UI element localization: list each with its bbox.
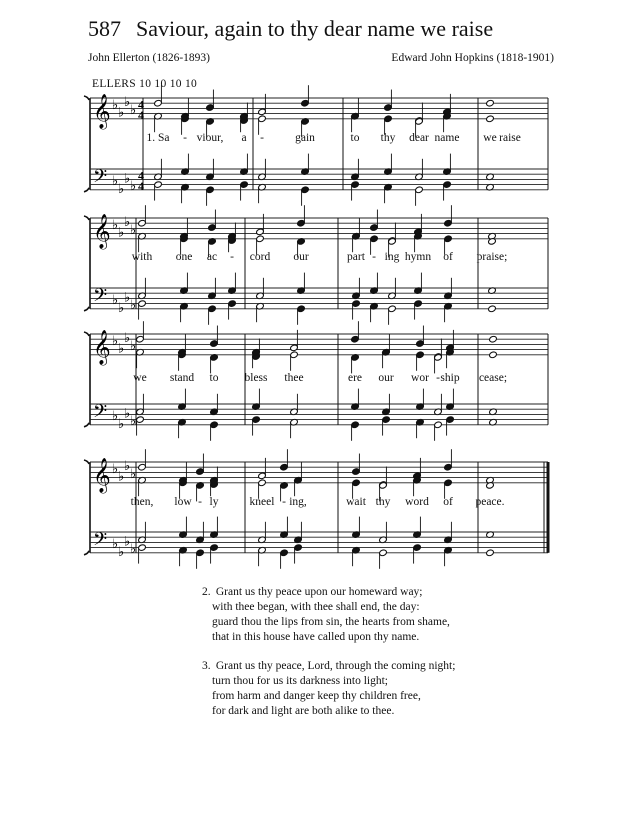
flat-sign: ♭ (130, 467, 137, 482)
flat-sign: ♭ (118, 416, 125, 432)
hymn-title: Saviour, again to thy dear name we raise (136, 16, 494, 41)
lyric-syllable: we (483, 132, 497, 144)
lyric-syllable: - (183, 132, 187, 144)
flat-sign: ♭ (130, 223, 137, 238)
verse-number: 2. (202, 586, 211, 598)
lyric-syllable: to (350, 132, 360, 144)
lyric-syllable: cease; (478, 372, 508, 384)
flat-sign: ♭ (124, 290, 131, 306)
lyric-syllable: we (133, 372, 147, 384)
verse-2 (202, 585, 455, 645)
bass-clef: 𝄢 (93, 166, 108, 192)
treble-clef: 𝄞 (93, 93, 111, 129)
flat-sign: ♭ (124, 406, 131, 422)
lyric-syllable: dear (409, 132, 429, 144)
flat-sign: ♭ (124, 95, 131, 111)
treble-clef: 𝄞 (93, 457, 111, 493)
flat-sign: ♭ (130, 103, 137, 118)
flat-sign: ♭ (124, 331, 131, 347)
flat-sign: ♭ (112, 293, 119, 308)
flat-sign: ♭ (130, 414, 137, 430)
flat-sign: ♭ (124, 171, 131, 187)
lyric-syllable: word (405, 496, 429, 508)
lyric-syllable: of (443, 496, 453, 508)
flat-sign: ♭ (130, 542, 137, 558)
lyric-syllable: stand (169, 372, 195, 384)
verse-line: Grant us thy peace, Lord, through the coming night; (215, 660, 456, 672)
flat-sign: ♭ (112, 174, 119, 189)
flat-sign: ♭ (130, 298, 137, 314)
time-signature: 4 (138, 178, 144, 193)
lyric-syllable: part (347, 251, 365, 263)
lyric-syllable: - (372, 251, 376, 263)
verse-number: 3. (202, 660, 211, 672)
flat-sign: ♭ (112, 461, 119, 477)
lyric-syllable: 1. Sa (146, 132, 170, 144)
flat-sign: ♭ (130, 179, 137, 195)
bass-clef: 𝄢 (93, 529, 108, 555)
lyric-syllable: to (209, 372, 219, 384)
lyric-syllable: wait (346, 496, 366, 508)
verse-line: from harm and danger keep thy children free, (212, 690, 421, 702)
flat-sign: ♭ (124, 534, 131, 550)
lyric-syllable: thee (284, 372, 304, 384)
lyric-syllable: ac (206, 251, 218, 263)
flat-sign: ♭ (118, 469, 125, 485)
flat-sign: ♭ (118, 225, 125, 241)
lyric-syllable: - (260, 132, 264, 144)
verse-line: guard thou the lips from sin, the hearts from shame, (212, 616, 450, 628)
lyric-syllable: ing, (289, 496, 307, 508)
lyric-syllable: - (282, 496, 286, 508)
bass-clef: 𝄢 (93, 285, 108, 311)
lyric-syllable: kneel (249, 496, 275, 508)
lyric-syllable: ere (347, 372, 363, 384)
flat-sign: ♭ (130, 339, 137, 354)
lyric-syllable: bless (244, 372, 268, 384)
lyric-syllable: - (436, 372, 440, 384)
lyric-syllable: - (198, 496, 202, 508)
verse-line: with thee began, with thee shall end, the day: (212, 601, 420, 613)
lyric-syllable: gain (295, 132, 315, 144)
flat-sign: ♭ (112, 217, 119, 233)
verse-line: turn thou for us its darkness into light; (212, 675, 389, 687)
flat-sign: ♭ (118, 341, 125, 357)
flat-sign: ♭ (118, 300, 125, 316)
lyric-syllable: one (175, 251, 193, 263)
lyric-syllable: thy (380, 132, 396, 144)
lyric-syllable: raise (499, 132, 521, 144)
lyric-syllable: name (434, 132, 460, 144)
verse-3 (202, 659, 455, 719)
music-composer: Edward John Hopkins (1818-1901) (391, 52, 554, 64)
tune-name-meter: ELLERS 10 10 10 10 (92, 78, 198, 90)
flat-sign: ♭ (112, 333, 119, 349)
lyric-syllable: praise; (476, 251, 508, 263)
bass-clef: 𝄢 (93, 401, 108, 427)
lyric-syllable: our (378, 372, 394, 384)
time-signature: 4 (138, 107, 144, 122)
time-signature: 4 (138, 97, 144, 112)
flat-sign: ♭ (124, 459, 131, 475)
lyric-syllable: ing (384, 251, 400, 263)
lyric-syllable: low (174, 496, 192, 508)
lyric-syllable: our (293, 251, 309, 263)
verse-line: for dark and light are both alike to thee. (212, 705, 395, 717)
lyric-syllable: peace. (475, 496, 505, 508)
lyric-syllable: - (230, 251, 234, 263)
lyric-syllable: viour, (196, 132, 224, 144)
flat-sign: ♭ (118, 105, 125, 121)
flat-sign: ♭ (112, 409, 119, 424)
flat-sign: ♭ (118, 544, 125, 560)
treble-clef: 𝄞 (93, 213, 111, 249)
lyric-syllable: ship (440, 372, 460, 384)
lyric-syllable: hymn (404, 251, 432, 263)
flat-sign: ♭ (112, 537, 119, 552)
lyric-syllable: a (241, 132, 247, 144)
lyric-syllable: of (443, 251, 453, 263)
flat-sign: ♭ (118, 181, 125, 197)
flat-sign: ♭ (112, 97, 119, 113)
lyric-syllable: ly (209, 496, 219, 508)
hymn-number: 587 (88, 16, 121, 41)
treble-clef: 𝄞 (93, 329, 111, 365)
flat-sign: ♭ (124, 215, 131, 231)
lyric-syllable: then, (130, 496, 154, 508)
text-author: John Ellerton (1826-1893) (88, 52, 211, 64)
lyric-syllable: thy (375, 496, 391, 508)
lyric-syllable: wor (411, 372, 429, 384)
verse-line: that in this house have called upon thy name. (212, 631, 420, 643)
lyric-syllable: with (131, 251, 153, 263)
time-signature: 4 (138, 168, 144, 183)
verses-block (202, 585, 455, 733)
lyric-syllable: cord (249, 251, 271, 263)
verse-line: Grant us thy peace upon our homeward way; (215, 586, 423, 598)
